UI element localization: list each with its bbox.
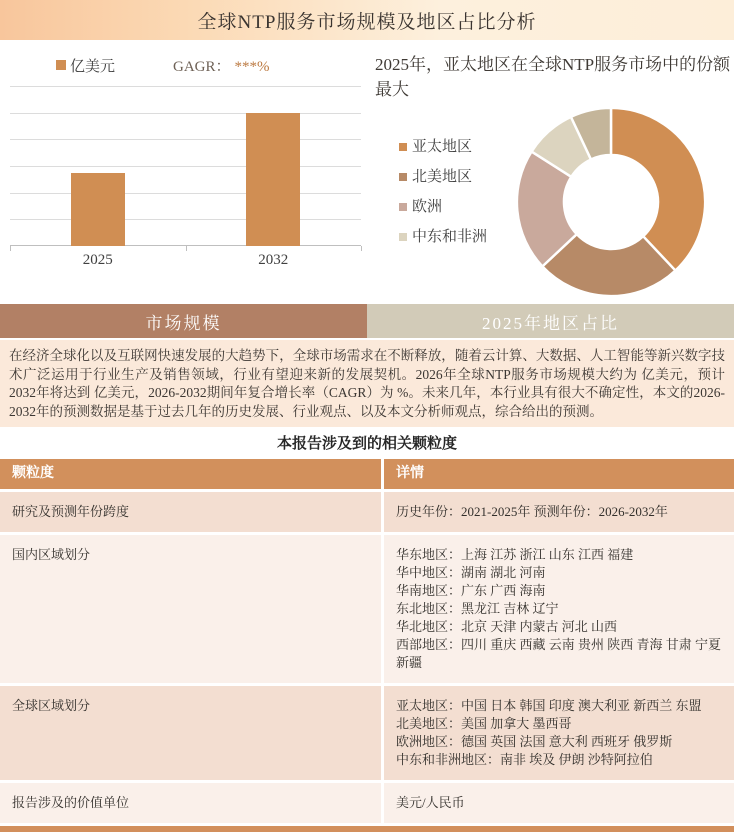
- market-size-bar-chart: [0, 46, 367, 296]
- donut-legend-item: [399, 228, 509, 247]
- donut-chart-title: 2025年，亚太地区在全球NTP服务市场中的份额最大: [375, 55, 731, 99]
- summary-paragraph: 在经济全球化以及互联网快速发展的大趋势下，全球市场需求在不断释放，随着云计算、大数据、人工智能等新兴数字技术广泛运用于行业生产及销售领域，行业有望迎来新的发展契机。2026年全球NTP服务市场规模大约为 亿美元，预计2032年将达到 亿美元，2026-2032期间年复合增长率（CAGR）为 %。未来几年，本行业具有很大不确定性，本文的2026-2032年的预测数据是基于过去几年的历史发展、行业观点、以及本文分析师观点，综合给出的预测。: [0, 340, 734, 427]
- donut-legend-item: [399, 168, 509, 187]
- tab-market-size[interactable]: 市场规模: [0, 304, 367, 338]
- legend-swatch-icon: [399, 173, 407, 181]
- table-row: [0, 492, 734, 532]
- legend-item-revenue: [56, 55, 115, 76]
- donut-body: [373, 102, 734, 300]
- detail-line: 历史年份：2021-2025年 预测年份：2026-2032年: [396, 504, 668, 519]
- row-details-cell: [384, 535, 734, 683]
- detail-line: 西部地区：四川 重庆 西藏 云南 贵州 陕西 青海 甘肃 宁夏 新疆: [396, 637, 722, 670]
- legend-label: 亿美元: [70, 58, 116, 75]
- axis-tick: [186, 246, 187, 251]
- table-header-details: 详情: [384, 459, 734, 489]
- row-label-cell: 研究及预测年份跨度: [0, 492, 381, 532]
- legend-swatch-icon: [399, 143, 407, 151]
- table-body: [0, 492, 734, 823]
- donut-legend-item: [399, 138, 509, 157]
- cagr-label: GAGR：: [173, 58, 231, 75]
- detail-line: 亚太地区：中国 日本 韩国 印度 澳大利亚 新西兰 东盟: [396, 698, 702, 713]
- gridline: [10, 86, 361, 87]
- bottom-accent-strip: [0, 826, 734, 832]
- page-header: [0, 0, 734, 40]
- charts-row: [0, 40, 734, 296]
- axis-tick: [10, 246, 11, 251]
- table-header-row: [0, 459, 734, 489]
- detail-line: 美元/人民币: [396, 795, 465, 810]
- granularity-table: [0, 459, 734, 823]
- bar-2032: [246, 113, 300, 246]
- cagr-value: ***%: [234, 58, 270, 75]
- detail-line: 北美地区：美国 加拿大 墨西哥: [396, 716, 572, 731]
- detail-line: 华东地区：上海 江苏 浙江 山东 江西 福建: [396, 547, 634, 562]
- gridline: [10, 166, 361, 167]
- section-tabs: [0, 304, 734, 338]
- table-row: [0, 783, 734, 823]
- table-caption: 本报告涉及到的相关颗粒度: [276, 436, 457, 452]
- x-axis-label: 2025: [82, 252, 113, 268]
- gridline: [10, 193, 361, 194]
- donut-legend-item: [399, 198, 509, 217]
- row-label-cell: 全球区域划分: [0, 686, 381, 780]
- row-details-cell: [384, 686, 734, 780]
- legend-swatch-icon: [56, 60, 66, 70]
- row-details-cell: [384, 783, 734, 823]
- table-row: [0, 686, 734, 780]
- axis-tick: [361, 246, 362, 251]
- table-row: [0, 535, 734, 683]
- detail-line: 华北地区：北京 天津 内蒙古 河北 山西: [396, 619, 618, 634]
- bar-2025: [71, 173, 125, 246]
- donut-plot: [513, 104, 709, 300]
- legend-label: 欧洲: [412, 199, 443, 215]
- region-share-donut-chart: [367, 46, 734, 296]
- detail-line: 东北地区：黑龙江 吉林 辽宁: [396, 601, 559, 616]
- cagr-annotation: [173, 55, 270, 76]
- legend-swatch-icon: [399, 203, 407, 211]
- gridline: [10, 139, 361, 140]
- detail-line: 华中地区：湖南 湖北 河南: [396, 565, 546, 580]
- detail-line: 中东和非洲地区：南非 埃及 伊朗 沙特阿拉伯: [396, 752, 653, 767]
- tab-region-share-2025[interactable]: 2025年地区占比: [367, 304, 734, 338]
- legend-label: 北美地区: [412, 169, 473, 185]
- row-label-cell: 报告涉及的价值单位: [0, 783, 381, 823]
- row-details-cell: [384, 492, 734, 532]
- bar-x-axis-labels: [10, 252, 361, 276]
- legend-swatch-icon: [399, 233, 407, 241]
- detail-line: 欧洲地区：德国 英国 法国 意大利 西班牙 俄罗斯: [396, 734, 673, 749]
- table-header-granularity: 颗粒度: [0, 459, 381, 489]
- row-label-cell: 国内区域划分: [0, 535, 381, 683]
- gridline: [10, 219, 361, 220]
- bar-chart-legend: [10, 50, 361, 80]
- gridline: [10, 113, 361, 114]
- detail-line: 华南地区：广东 广西 海南: [396, 583, 546, 598]
- legend-label: 中东和非洲: [412, 229, 488, 245]
- legend-label: 亚太地区: [412, 139, 473, 155]
- donut-legend: [399, 138, 509, 300]
- x-axis-label: 2032: [258, 252, 289, 268]
- page-title: 全球NTP服务市场规模及地区占比分析: [197, 11, 537, 33]
- bar-plot-area: [10, 86, 361, 246]
